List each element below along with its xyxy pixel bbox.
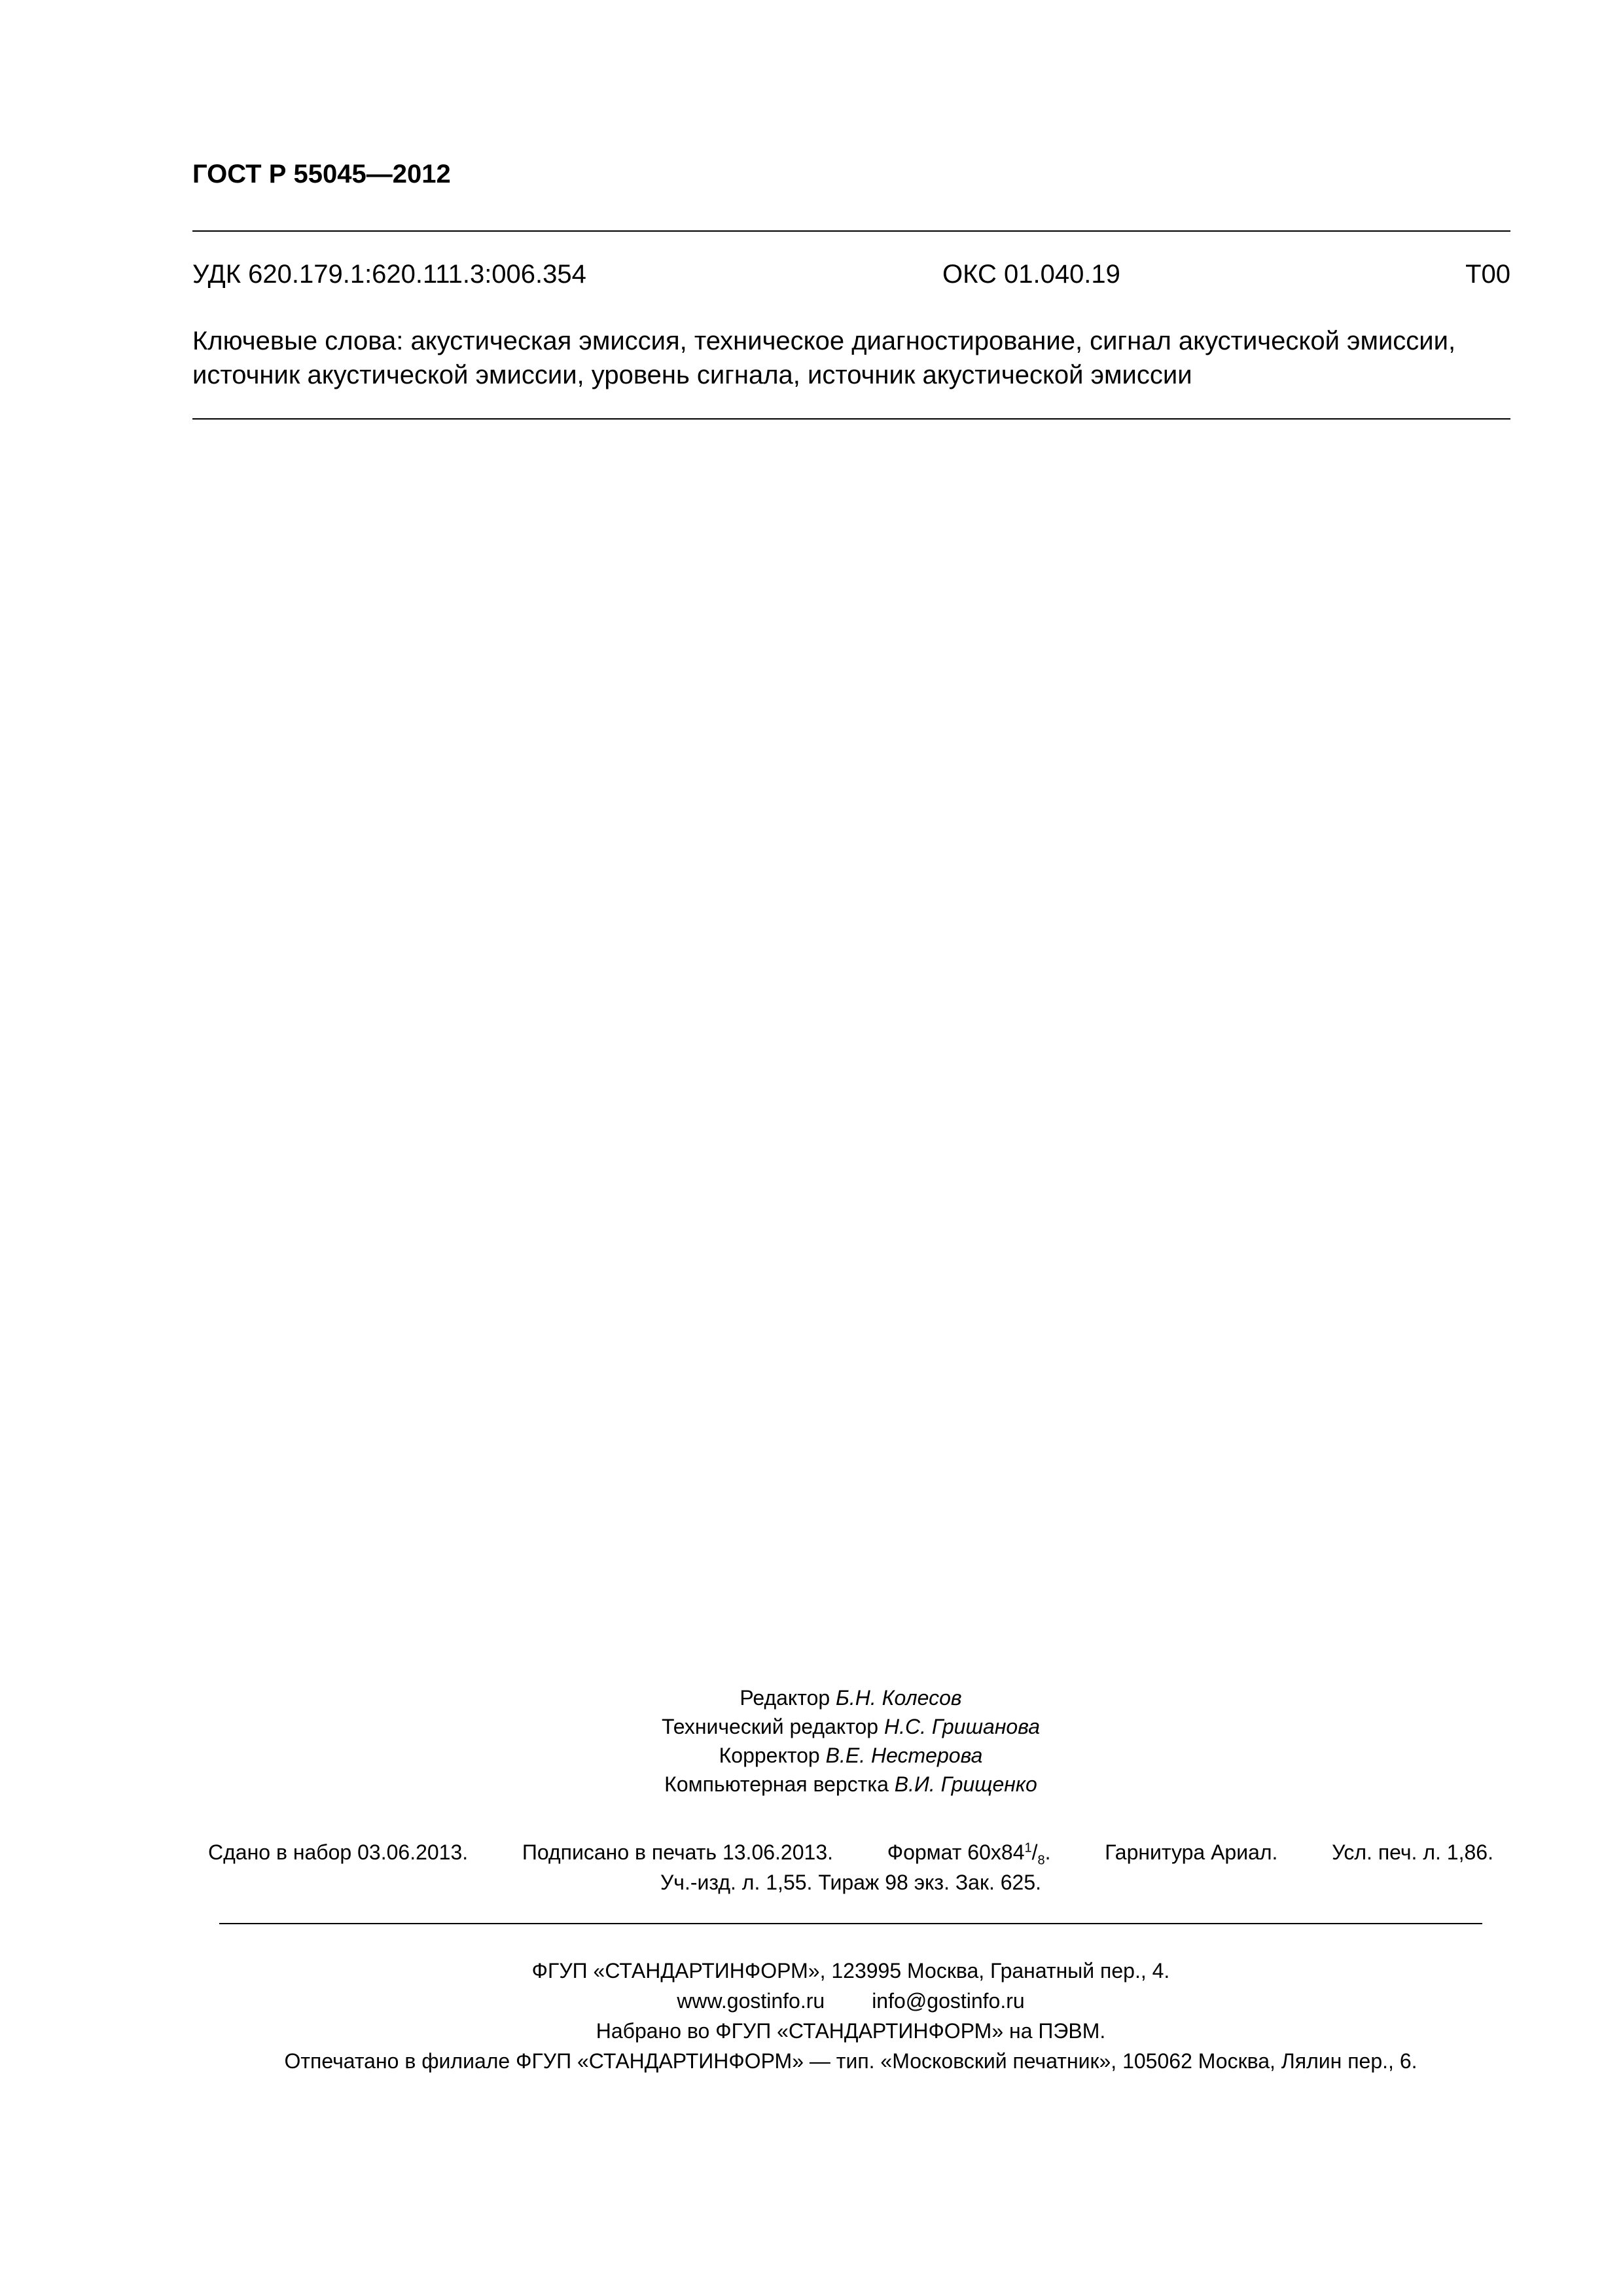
submitted-date: Сдано в набор 03.06.2013.	[208, 1840, 469, 1864]
format-numerator: 1	[1024, 1840, 1032, 1856]
keywords-divider	[192, 418, 1510, 420]
publisher-website: www.gostinfo.ru	[677, 1989, 825, 2013]
credit-role: Технический редактор	[661, 1715, 879, 1738]
publisher-footer	[0, 1956, 1623, 2076]
keywords-line-1: Ключевые слова: акустическая эмиссия, техническое диагностирование, сигнал акустической эмиссии,	[192, 327, 1456, 355]
credit-name: Б.Н. Колесов	[836, 1686, 962, 1710]
format-prefix: Формат 60x84	[887, 1840, 1025, 1864]
credit-technical-editor	[0, 1712, 1623, 1741]
credits-block	[0, 1683, 1623, 1799]
publisher-address: ФГУП «СТАНДАРТИНФОРМ», 123995 Москва, Гранатный пер., 4.	[531, 1959, 1170, 1982]
printed-note: Отпечатано в филиале ФГУП «СТАНДАРТИНФОРМ» — тип. «Московский печатник», 105062 Москва, Лялин пер., 6.	[284, 2049, 1418, 2073]
print-sheets: Усл. печ. л. 1,86.	[1332, 1840, 1493, 1864]
header-divider	[192, 230, 1510, 232]
paper-format: Формат $60x84^1/_8$.	[887, 1840, 1051, 1868]
publishing-info-row	[208, 1840, 1493, 1868]
typeface: Гарнитура Ариал.	[1105, 1840, 1278, 1864]
publisher-contacts	[0, 1986, 1623, 2016]
udk-code: УДК 620.179.1:620.111.3:006.354	[192, 260, 586, 289]
keywords-line-2: источник акустической эмиссии, уровень сигнала, источник акустической эмиссии	[192, 361, 1192, 389]
classifier-code: Т00	[1465, 260, 1510, 289]
credit-role: Компьютерная верстка	[664, 1772, 889, 1796]
credit-name: В.Е. Нестерова	[825, 1744, 983, 1767]
document-code: ГОСТ Р 55045—2012	[192, 160, 451, 188]
format-denominator: 8	[1037, 1853, 1045, 1868]
signed-date: Подписано в печать 13.06.2013.	[522, 1840, 833, 1864]
footer-divider	[219, 1923, 1482, 1924]
credit-editor	[0, 1683, 1623, 1712]
format-suffix: .	[1044, 1840, 1051, 1864]
credit-role: Корректор	[719, 1744, 820, 1767]
publishing-info-row-2: Уч.-изд. л. 1,55. Тираж 98 экз. Зак. 625.	[660, 1871, 1042, 1894]
credit-name: Н.С. Гришанова	[883, 1715, 1041, 1738]
publisher-email: info@gostinfo.ru	[872, 1989, 1025, 2013]
keywords-block	[192, 324, 1510, 392]
oks-code: ОКС 01.040.19	[942, 260, 1120, 289]
credit-layout	[0, 1770, 1623, 1799]
credit-proofreader	[0, 1741, 1623, 1770]
credit-role: Редактор	[740, 1686, 830, 1710]
typeset-note: Набрано во ФГУП «СТАНДАРТИНФОРМ» на ПЭВМ.	[596, 2019, 1106, 2043]
credit-name: В.И. Грищенко	[894, 1772, 1037, 1796]
